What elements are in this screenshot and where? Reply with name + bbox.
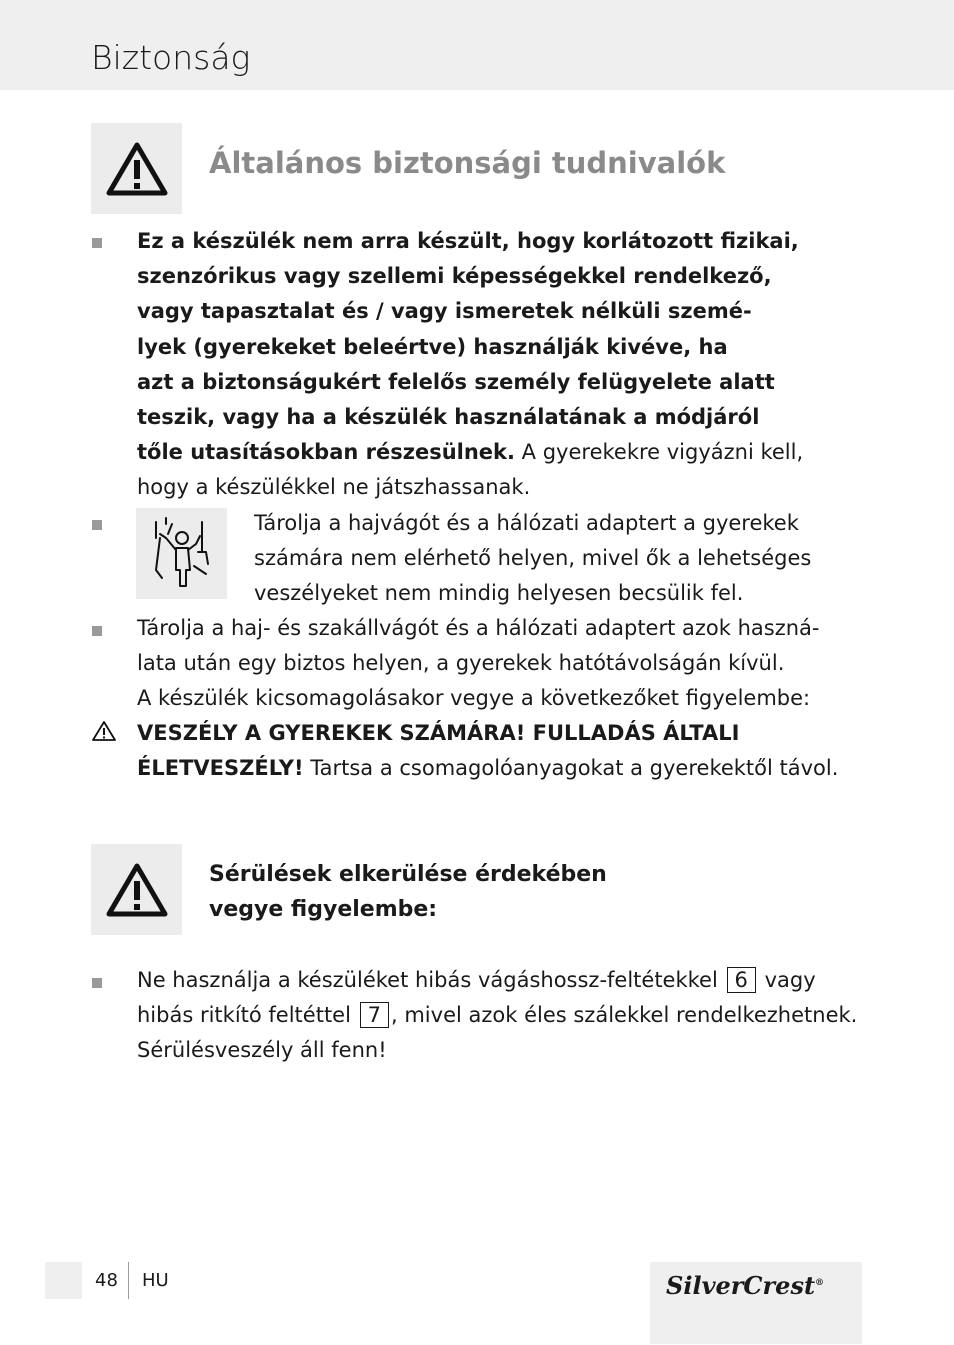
- text-line: Tárolja a haj- és szakállvágót és a hálózati adaptert azok haszná-: [137, 616, 820, 640]
- warning-triangle-small-icon: [91, 720, 117, 742]
- page-title: Biztonság: [91, 38, 251, 77]
- section-title: Általános biztonsági tudnivalók: [209, 146, 726, 180]
- language-code: HU: [142, 1270, 169, 1291]
- child-hazard-icon-box: [136, 508, 227, 599]
- text-line-bold: ÉLETVESZÉLY!: [137, 756, 304, 781]
- text-line: vagy tapasztalat és / vagy ismeretek nélküli szemé-: [137, 299, 752, 324]
- text-line-bold: VESZÉLY A GYEREKEK SZÁMÁRA! FULLADÁS ÁLTALI: [137, 721, 740, 745]
- bullet-square: [92, 520, 102, 530]
- paragraph-store-after-use: [137, 611, 879, 717]
- text-line: lata után egy biztos helyen, a gyerekek hatótávolságán kívül.: [137, 651, 785, 676]
- text-line: teszik, vagy ha a készülék használatának a módjáról: [137, 405, 760, 430]
- text-line: Ne használja a készüléket hibás vágáshossz-feltétekkel: [137, 968, 718, 992]
- paragraph-suffocation-danger: [137, 716, 879, 786]
- bullet-square: [92, 626, 102, 636]
- text-line: , mivel azok éles szálekkel rendelkezhetnek.: [391, 1003, 858, 1028]
- bullet-square: [92, 978, 102, 988]
- footer-marker-box: [45, 1262, 82, 1299]
- text-line: veszélyeket nem mindig helyesen becsülik fel.: [254, 581, 744, 606]
- registered-mark: ®: [815, 1278, 825, 1288]
- subsection-title-line: vegye figyelembe:: [209, 897, 438, 922]
- text-line-regular: Tartsa a csomagolóanyagokat a gyerekektől távol.: [303, 756, 839, 781]
- part-reference-6: 6: [727, 967, 756, 993]
- bullet-square: [92, 238, 102, 248]
- brand-name: SilverCrest: [666, 1271, 816, 1300]
- paragraph-damaged-attachments: [137, 963, 879, 1069]
- text-line: számára nem elérhető helyen, mivel ők a lehetséges: [254, 546, 812, 571]
- text-line: Ez a készülék nem arra készült, hogy korlátozott fizikai,: [137, 229, 799, 253]
- text-line: azt a biztonságukért felelős személy felügyelete alatt: [137, 369, 775, 394]
- text-line: lyek (gyerekeket beleértve) használják kivéve, ha: [137, 334, 728, 359]
- warning-triangle-icon: [105, 141, 169, 197]
- subsection-title-line: Sérülések elkerülése érdekében: [209, 862, 607, 887]
- text-line-bold: tőle utasításokban részesülnek.: [137, 440, 515, 465]
- text-line: vagy: [764, 968, 816, 992]
- text-line: A készülék kicsomagolásakor vegye a következőket figyelembe:: [137, 686, 811, 711]
- subsection-title: [209, 857, 607, 927]
- footer-divider: [128, 1262, 129, 1299]
- text-line: Sérülésveszély áll fenn!: [137, 1038, 387, 1063]
- page-number: 48: [95, 1270, 118, 1291]
- text-line: hogy a készülékkel ne játszhassanak.: [137, 475, 531, 500]
- child-hazard-icon: [136, 508, 227, 599]
- subsection-warning-icon-box: [91, 844, 182, 935]
- part-reference-7: 7: [360, 1002, 389, 1028]
- text-line: szenzórikus vagy szellemi képességekkel rendelkező,: [137, 264, 772, 289]
- paragraph-store-away-from-children: [254, 506, 874, 612]
- brand-logo: [666, 1271, 824, 1300]
- paragraph-disability-warning: [137, 224, 879, 506]
- text-line: hibás ritkító feltéttel: [137, 1003, 351, 1028]
- text-line: Tárolja a hajvágót és a hálózati adaptert a gyerekek: [254, 511, 799, 535]
- brand-box: [650, 1262, 862, 1344]
- text-line-regular: A gyerekekre vigyázni kell,: [515, 440, 804, 465]
- warning-triangle-icon: [105, 862, 169, 918]
- section-warning-icon-box: [91, 123, 182, 214]
